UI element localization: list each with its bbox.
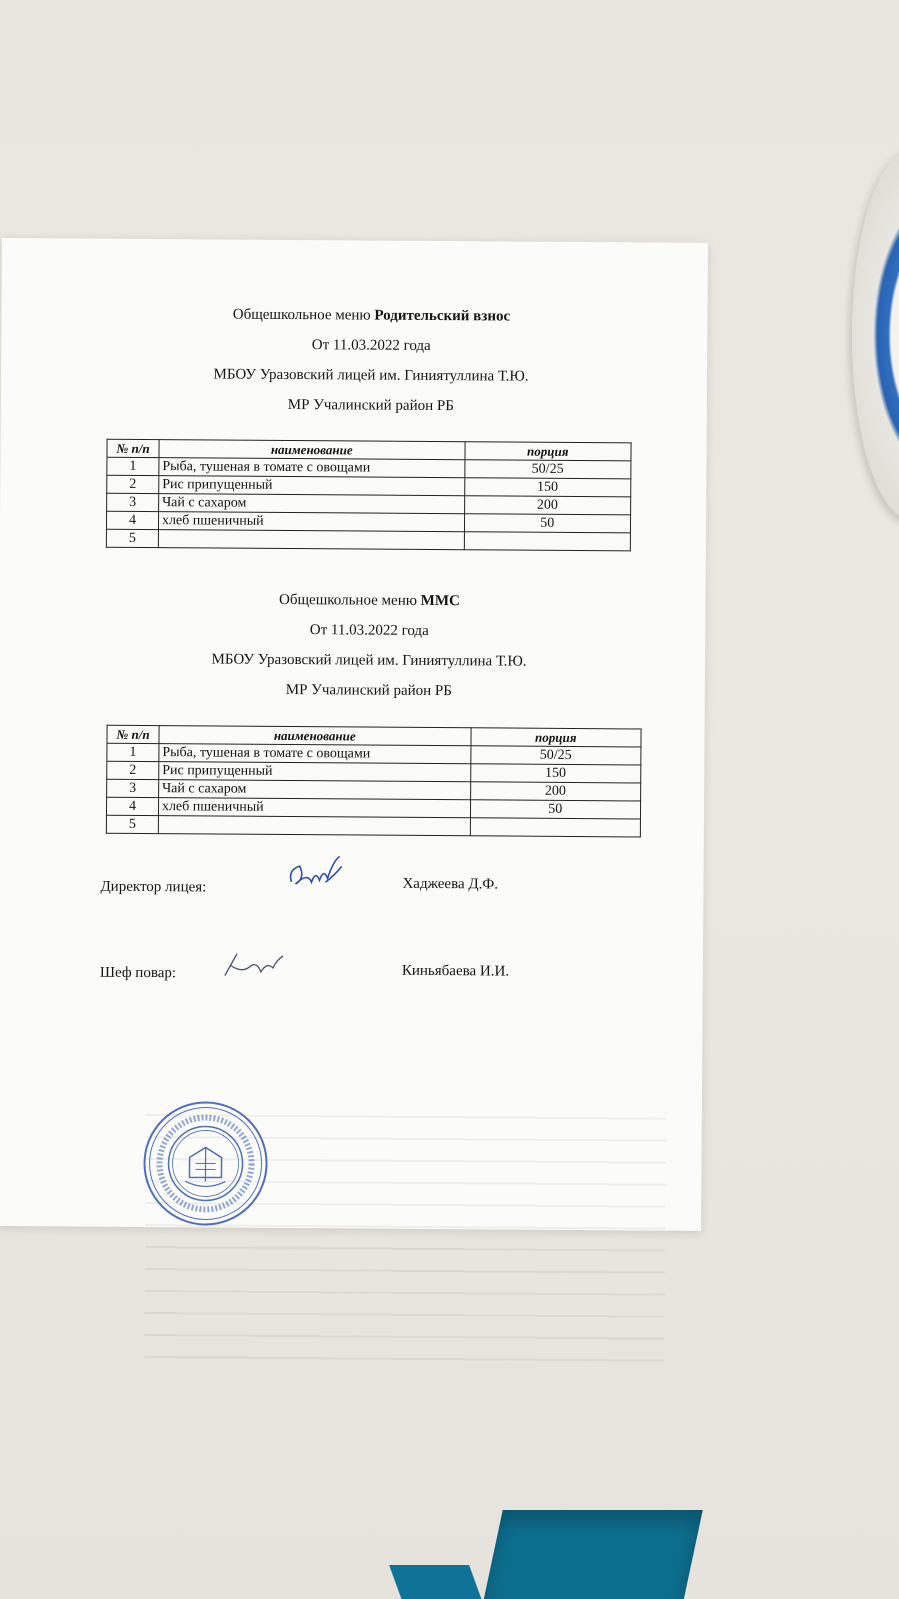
table-row xyxy=(106,529,630,551)
row-number: 5 xyxy=(106,529,158,547)
col-header-name: наименование xyxy=(159,726,471,746)
blue-cloth xyxy=(389,1565,491,1599)
row-dish-name: Чай с сахаром xyxy=(159,494,465,514)
row-number: 5 xyxy=(106,815,158,833)
director-signature xyxy=(285,852,345,892)
row-portion: 50/25 xyxy=(470,746,641,765)
menu1-school: МБОУ Уразовский лицей им. Гиниятуллина Т.Ю. xyxy=(213,366,529,385)
row-portion: 200 xyxy=(470,782,641,801)
row-portion: 50 xyxy=(464,514,631,533)
table-row xyxy=(106,815,640,837)
row-dish-name: Рис припущенный xyxy=(159,476,465,496)
chef-signature xyxy=(221,948,285,982)
blue-cloth xyxy=(477,1510,703,1599)
menu2-date: От 11.03.2022 года xyxy=(309,622,429,639)
row-number: 4 xyxy=(106,511,158,529)
row-number: 2 xyxy=(107,761,159,779)
row-portion xyxy=(464,532,631,551)
menu2-title-bold: ММС xyxy=(420,592,460,610)
menu2-school: МБОУ Уразовский лицей им. Гиниятуллина Т.Ю. xyxy=(211,651,527,670)
col-header-number: № п/п xyxy=(107,439,159,457)
row-number: 2 xyxy=(107,475,159,493)
menu1-title-prefix: Общешкольное меню xyxy=(232,306,371,324)
row-number: 3 xyxy=(107,779,159,797)
chef-name: Киньябаева И.И. xyxy=(401,962,510,980)
director-label: Директор лицея: xyxy=(100,878,207,896)
menu2-table xyxy=(106,725,642,838)
row-dish-name: хлеб пшеничный xyxy=(158,798,470,818)
blue-tape-roll xyxy=(852,150,899,520)
menu2-district: МР Учалинский район РБ xyxy=(285,681,452,700)
menu1-title-bold: Родительский взнос xyxy=(374,307,511,325)
col-header-portion: порция xyxy=(470,728,641,747)
row-dish-name xyxy=(158,530,464,550)
row-number: 4 xyxy=(106,797,158,815)
row-portion xyxy=(470,818,641,837)
menu-document xyxy=(0,238,708,1231)
row-dish-name: Рыба, тушеная в томате с овощами xyxy=(159,744,471,764)
row-portion: 150 xyxy=(464,478,631,497)
col-header-portion: порция xyxy=(464,442,631,461)
row-dish-name: Рис припущенный xyxy=(159,762,471,782)
director-name: Хаджеева Д.Ф. xyxy=(402,875,499,893)
row-portion: 50/25 xyxy=(464,460,631,479)
row-number: 1 xyxy=(107,457,159,475)
row-dish-name: Рыба, тушеная в томате с овощами xyxy=(159,458,465,478)
menu1-date: От 11.03.2022 года xyxy=(311,337,431,354)
row-number: 1 xyxy=(107,743,159,761)
row-dish-name xyxy=(158,816,470,836)
col-header-name: наименование xyxy=(159,440,465,460)
row-number: 3 xyxy=(107,493,159,511)
menu2-header xyxy=(0,583,740,708)
menu1-header xyxy=(1,298,742,423)
col-header-number: № п/п xyxy=(107,725,159,743)
official-stamp xyxy=(141,1099,270,1228)
menu1-district: МР Учалинский район РБ xyxy=(287,396,454,415)
row-dish-name: хлеб пшеничный xyxy=(158,512,464,532)
row-portion: 50 xyxy=(470,800,641,819)
menu2-title-prefix: Общешкольное меню xyxy=(279,591,418,609)
row-portion: 200 xyxy=(464,496,631,515)
chef-label: Шеф повар: xyxy=(99,964,177,982)
row-portion: 150 xyxy=(470,764,641,783)
row-dish-name: Чай с сахаром xyxy=(159,780,471,800)
menu1-table xyxy=(106,439,632,552)
